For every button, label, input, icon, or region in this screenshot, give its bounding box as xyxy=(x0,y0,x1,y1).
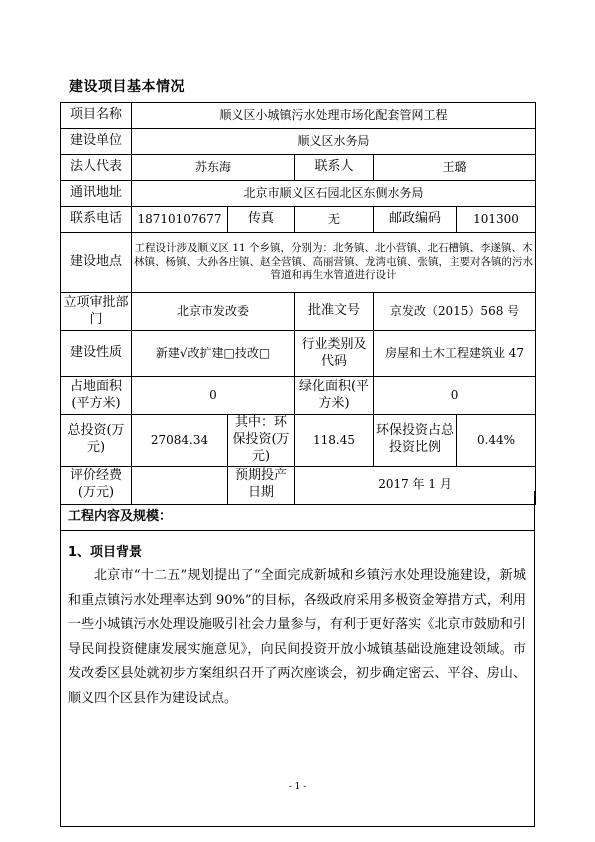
table-row xyxy=(61,181,536,207)
page-number: - 1 - xyxy=(288,782,307,792)
postcode-value: 101300 xyxy=(457,207,536,233)
table-row xyxy=(61,103,536,129)
site-label: 建设地点 xyxy=(61,233,132,293)
contact-value: 王璐 xyxy=(374,155,536,181)
ratio-label: 环保投资占总投资比例 xyxy=(374,415,457,467)
industry-label: 行业类别及代码 xyxy=(295,331,374,377)
nature-label: 建设性质 xyxy=(61,331,132,377)
page-title: 建设项目基本情况 xyxy=(69,79,185,95)
fax-value: 无 xyxy=(295,207,374,233)
unit-value: 顺义区水务局 xyxy=(132,129,536,155)
area-label: 占地面积(平方米) xyxy=(61,377,132,415)
approval-dept-value: 北京市发改委 xyxy=(132,293,295,331)
unit-label: 建设单位 xyxy=(61,129,132,155)
project-name-label: 项目名称 xyxy=(61,103,132,129)
project-content-box xyxy=(60,491,535,827)
approval-dept-label: 立项审批部门 xyxy=(61,293,132,331)
contact-label: 联系人 xyxy=(295,155,374,181)
address-value: 北京市顺义区石园北区东侧水务局 xyxy=(132,181,536,207)
table-row xyxy=(61,207,536,233)
green-label: 绿化面积(平方米) xyxy=(295,377,374,415)
background-paragraph: 北京市“十二五”规划提出了“全面完成新城和乡镇污水处理设施建设，新城和重点镇污水处理率达到 90%”的目标，各级政府采用多极资金筹措方式，利用一些小城镇污水处理设施吸引社会力量参与，有利于更好落实《北京市鼓励和引导民间投资健康发展实施意见》，向民间投资开放小城镇基础设施建设领域。市发改委区县处就初步方案组织召开了两次座谈会，初步确定密云、平谷、房山、顺义四个区县作为建设试点。 xyxy=(68,568,526,706)
start-label: 预期投产日期 xyxy=(228,466,295,504)
start-value: 2017 年 1 月 xyxy=(295,466,536,504)
env-invest-value: 118.45 xyxy=(295,415,374,467)
table-row xyxy=(61,415,536,467)
fax-label: 传真 xyxy=(228,207,295,233)
content-divider xyxy=(61,530,534,531)
approval-no-value: 京发改（2015）568 号 xyxy=(374,293,536,331)
address-label: 通讯地址 xyxy=(61,181,132,207)
content-title: 工程内容及规模： xyxy=(68,509,173,524)
postcode-label: 邮政编码 xyxy=(374,207,457,233)
invest-label: 总投资(万元) xyxy=(61,415,132,467)
table-row xyxy=(61,377,536,415)
table-row xyxy=(61,331,536,377)
legal-rep-value: 苏东海 xyxy=(132,155,295,181)
green-value: 0 xyxy=(374,377,536,415)
project-name-value: 顺义区小城镇污水处理市场化配套管网工程 xyxy=(132,103,536,129)
project-info-table xyxy=(60,102,536,505)
section-heading: 1、项目背景 xyxy=(68,545,143,560)
table-row xyxy=(61,155,536,181)
table-row xyxy=(61,293,536,331)
table-row xyxy=(61,233,536,293)
industry-value: 房屋和土木工程建筑业 47 xyxy=(374,331,536,377)
eval-fee-label: 评价经费(万元) xyxy=(61,466,132,504)
area-value: 0 xyxy=(132,377,295,415)
phone-label: 联系电话 xyxy=(61,207,132,233)
invest-value: 27084.34 xyxy=(132,415,228,467)
legal-rep-label: 法人代表 xyxy=(61,155,132,181)
ratio-value: 0.44% xyxy=(457,415,536,467)
approval-no-label: 批准文号 xyxy=(295,293,374,331)
phone-value: 18710107677 xyxy=(132,207,228,233)
table-row xyxy=(61,129,536,155)
env-invest-label: 其中：环保投资(万元) xyxy=(228,415,295,467)
nature-value: 新建√改扩建□技改□ xyxy=(132,331,295,377)
site-value: 工程设计涉及顺义区 11 个乡镇，分别为：北务镇、北小营镇、北石槽镇、李遂镇、木林镇、杨镇、大孙各庄镇、赵全营镇、高丽营镇、龙湾屯镇、张镇，主要对各镇的污水管道和再生水管道进行设计 xyxy=(132,233,536,293)
